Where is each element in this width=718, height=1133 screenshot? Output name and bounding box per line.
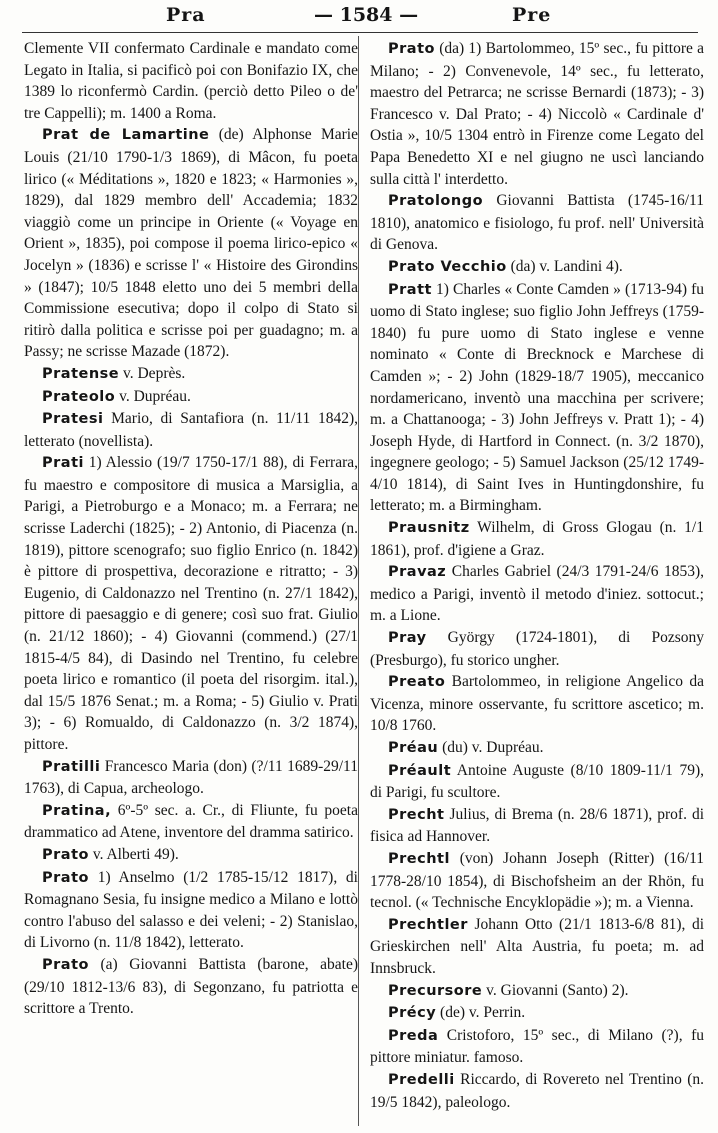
entry-headword: Prateolo <box>42 388 116 405</box>
dictionary-entry <box>24 363 358 386</box>
left-column <box>24 38 358 1020</box>
dictionary-entry <box>24 867 358 954</box>
entry-headword: Prausnitz <box>388 520 470 537</box>
dictionary-entry <box>370 1002 704 1025</box>
dictionary-entry <box>24 844 358 867</box>
entry-text: (de) v. Perrin. <box>436 1004 526 1022</box>
entry-text: Riccardo, di Rovereto nel Trentino (n. 19/5 1842), paleologo. <box>370 1070 704 1111</box>
dictionary-entry <box>24 756 358 800</box>
entry-text: Mario, di Santafiora (n. 11/11 1842), letterato (novellista). <box>24 410 358 450</box>
dictionary-entry <box>370 848 704 914</box>
dictionary-entry <box>370 760 704 804</box>
header-rule <box>22 32 698 33</box>
dictionary-entry <box>24 954 358 1020</box>
entry-headword: Pratina, <box>42 802 112 819</box>
dictionary-entry <box>370 1069 704 1113</box>
entry-headword: Préault <box>388 762 452 779</box>
dictionary-entry <box>370 627 704 671</box>
entry-text: Johann Otto (21/1 1813-6/8 81), di Grieskirchen nell' Alta Austria, fu poeta; m. ad Innsbruck. <box>370 915 704 977</box>
dictionary-entry <box>370 561 704 627</box>
entry-text: (da) 1) Bartolommeo, 15º sec., fu pittore a Milano; - 2) Convenevole, 14º sec., fu letterato, maestro del Petrarca; ne scrisse Bernardi (1873); - 3) Francesco v. Dal Prato; - 4) Niccolò « Cardinale d' Ostia », 10/5 1304 entrò in Firenze come Legato del Papa Benedetto XI e nel giugno ne uscì lanciando sulla città l' interdetto. <box>370 40 704 188</box>
dictionary-entry <box>24 124 358 363</box>
entry-headword: Prat de Lamartine <box>42 127 210 144</box>
entry-headword: Predelli <box>388 1071 455 1088</box>
entry-text: (von) Johann Joseph (Ritter) (16/11 1778-28/10 1854), di Bischofsheim an der Rhön, fu tecnol. (« Technische Encyklopädie »); m. a Vienna. <box>370 849 704 912</box>
dictionary-entry <box>370 190 704 256</box>
entry-text: 6º-5º sec. a. Cr., di Fliunte, fu poeta drammatico ad Atene, inventore del dramma satirico. <box>24 801 358 842</box>
entry-headword: Prato <box>388 41 435 57</box>
entry-headword: Pratolongo <box>388 193 484 210</box>
entry-headword: Prato <box>42 846 89 863</box>
entry-text: Antoine Auguste (8/10 1809-11/1 79), di Parigi, fu scultore. <box>370 761 704 802</box>
dictionary-entry <box>24 386 358 409</box>
entry-text: (de) Alphonse Marie Louis (21/10 1790-1/3 1869), di Mâcon, fu poeta lirico (« Méditations », 1820 e 1823; « Harmonies », 1829), dal 1829 membro dell' Accademia; 1832 viaggiò come un principe in Oriente (« Voyage en Orient », 1835), poi compose il poema lirico-epico « Jocelyn » (1836) e scrisse l' « Histoire des Girondins » (1847); 10/5 1848 eletto uno dei 5 membri della Commissione esecutiva; dopo il colpo di Stato si ritirò dalla politica e scrisse poi per guadagno; m. a Passy; ne scrisse Mazade (1872). <box>24 126 358 361</box>
right-column <box>370 38 704 1113</box>
entry-text: v. Deprès. <box>119 364 186 382</box>
entry-headword: Pratesi <box>42 411 104 428</box>
entry-headword: Precht <box>388 806 445 823</box>
entry-text: 1) Anselmo (1/2 1785-15/12 1817), di Romagnano Sesia, fu insigne medico a Milano e lottò contro l'abuso del salasso e dei veleni; - 2) Stanislao, di Livorno (n. 11/8 1842), letterato. <box>24 868 358 952</box>
entry-text: v. Dupréau. <box>115 387 191 405</box>
entry-headword: Preato <box>388 674 446 691</box>
dictionary-entry <box>24 452 358 755</box>
dictionary-entry <box>370 279 704 518</box>
entry-headword: Pratilli <box>42 758 101 775</box>
entry-headword: Pratense <box>42 365 120 382</box>
entry-text: Charles Gabriel (24/3 1791-24/6 1853), medico a Parigi, inventò il metodo d'iniez. sottocut.; m. a Lione. <box>370 563 704 625</box>
entry-headword: Prato <box>42 869 89 886</box>
entry-text: Wilhelm, di Gross Glogau (n. 1/1 1861), prof. d'igiene a Graz. <box>370 519 704 559</box>
entry-headword: Prati <box>42 455 84 472</box>
column-separator <box>358 36 359 1126</box>
dictionary-entry <box>370 1025 704 1069</box>
page-number: — 1584 — <box>314 4 419 26</box>
dictionary-entry <box>370 914 704 980</box>
dictionary-entry <box>24 408 358 452</box>
entry-text: (da) v. Landini 4). <box>506 257 623 275</box>
entry-headword: Prechtler <box>388 916 468 933</box>
entry-text: 1) Alessio (19/7 1750-17/1 88), di Ferrara, fu maestro e compositore di musica a Marsiglia, a Parigi, a Pietroburgo e a Monaco; m. a Ferrara; ne scrisse Laderchi (1825); - 2) Antonio, di Piacenza (n. 1819), pittore scenografo; suo figlio Enrico (n. 1842) è pittore di prospettiva, decorazione e ritratto; - 3) Eugenio, di Caldonazzo nel Trentino (n. 27/1 1842), pittore di paesaggio e di genere; così suo frat. Giulio (n. 21/12 1860); - 4) Giovanni (commend.) (27/1 1815-4/5 84), di Dasindo nel Trentino, fu celebre poeta lirico e romantico (il poeta del risorgim. ital.), dal 15/5 1876 Senat.; m. a Roma; - 5) Giulio v. Prati 3); - 6) Romualdo, di Caldonazzo (n. 3/2 1874), pittore. <box>24 454 358 753</box>
entry-text: Clemente VII confermato Cardinale e mandato come Legato in Italia, si pacificò poi con Bonifazio IX, che 1389 lo riconfermò Cardin. (perciò detto Pileo o de' tre Cappelli); m. 1400 a Roma. <box>24 40 358 122</box>
dictionary-entry <box>370 38 704 190</box>
dictionary-entry <box>370 256 704 279</box>
dictionary-entry <box>370 804 704 848</box>
dictionary-entry <box>370 671 704 737</box>
dictionary-entry <box>370 737 704 760</box>
entry-headword: Pratt <box>388 281 432 298</box>
entry-text: Giovanni Battista (1745-16/11 1810), anatomico e fisiologo, fu prof. nell' Università di Genova. <box>370 192 704 254</box>
dictionary-entry <box>24 38 358 124</box>
header-left-keyword: Pra <box>166 4 206 26</box>
entry-text: Bartolommeo, in religione Angelico da Vicenza, minore osservante, fu scrittore ascetico; m. 10/8 1760. <box>370 673 704 735</box>
entry-headword: Prato <box>42 956 89 973</box>
entry-text: György (1724-1801), di Pozsony (Presburgo), fu storico ungher. <box>370 629 704 669</box>
entry-text: Julius, di Brema (n. 28/6 1871), prof. di fisica ad Hannover. <box>370 805 704 846</box>
entry-headword: Préau <box>388 740 439 756</box>
entry-headword: Preda <box>388 1027 439 1044</box>
entry-headword: Pray <box>388 630 427 647</box>
entry-text: Cristoforo, 15º sec., di Milano (?), fu pittore miniatur. famoso. <box>370 1026 704 1067</box>
entry-headword: Précy <box>388 1005 437 1022</box>
entry-text: 1) Charles « Conte Camden » (1713-94) fu uomo di Stato inglese; suo figlio John Jeffreys (1759-1840) fu pure uomo di Stato inglese e venne nominato « Conte di Brecknock e Marchese di Camden »; - 2) John (1829-18/7 1905), meccanico nordamericano, inventò una macchina per scrivere; m. a Chattanooga; - 3) John Jeffreys v. Pratt 1); - 4) Joseph Hyde, di Hartford in Connect. (n. 3/2 1870), ingegnere geologo; - 5) Samuel Jackson (25/12 1749-4/10 1814), di Saint Ives in Huntingdonshire, fu letterato; m. a Birmingham. <box>370 280 704 515</box>
dictionary-entry <box>24 800 358 844</box>
dictionary-entry <box>370 517 704 561</box>
entry-text: Francesco Maria (don) (?/11 1689-29/11 1763), di Capua, archeologo. <box>24 757 358 798</box>
entry-text: (du) v. Dupréau. <box>438 739 544 756</box>
entry-headword: Pravaz <box>388 564 447 581</box>
entry-text: (a) Giovanni Battista (barone, abate) (29/10 1812-13/6 83), di Segonzano, fu patriotta e scrittore a Trento. <box>24 955 358 1018</box>
entry-headword: Prato Vecchio <box>388 258 507 275</box>
entry-headword: Precursore <box>388 982 483 999</box>
entry-text: v. Giovanni (Santo) 2). <box>482 981 629 999</box>
page-header <box>0 0 718 34</box>
entry-text: v. Alberti 49). <box>88 845 179 863</box>
entry-headword: Prechtl <box>388 850 450 867</box>
dictionary-entry <box>370 980 704 1003</box>
header-right-keyword: Pre <box>512 4 552 26</box>
